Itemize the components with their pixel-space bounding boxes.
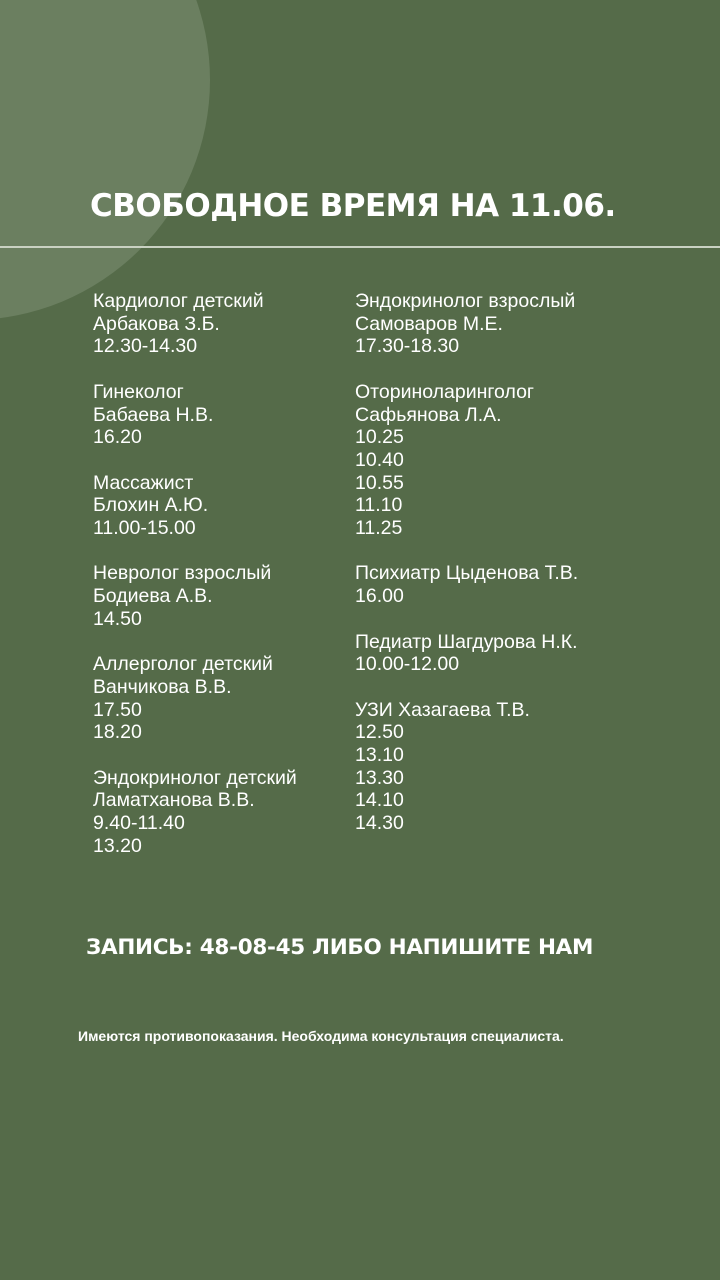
doctor-name: Бабаева Н.В. [93, 403, 214, 426]
time-slot: 9.40-11.40 [93, 812, 185, 835]
divider [0, 246, 720, 248]
specialty-label: Психиатр Цыденова Т.В. [355, 562, 579, 585]
schedule-entry [93, 562, 297, 630]
time-slot: 13.10 [355, 744, 404, 766]
schedule-entry [93, 767, 297, 858]
schedule-entry [355, 699, 578, 835]
time-slot: 13.30 [355, 766, 404, 789]
time-slot: 11.25 [355, 517, 403, 540]
schedule-right-column [355, 290, 578, 858]
time-slot: 14.50 [93, 607, 142, 630]
time-slot: 12.50 [355, 721, 404, 744]
time-slot: 17.50 [93, 698, 142, 721]
doctor-name: Бодиева А.В. [93, 585, 213, 608]
schedule-entry [93, 653, 297, 744]
specialty-label: Эндокринолог взрослый [355, 290, 576, 312]
specialty-label: Невролог взрослый [93, 562, 272, 585]
schedule-entry [93, 472, 297, 540]
schedule-entry [355, 631, 578, 676]
contact-line[interactable]: ЗАПИСЬ: 48-08-45 ЛИБО НАПИШИТЕ НАМ [86, 935, 594, 960]
specialty-label: Аллерголог детский [93, 653, 273, 676]
specialty-label: Массажист [93, 471, 194, 494]
specialty-label: Оториноларинголог [355, 380, 535, 403]
specialty-label: Кардиолог детский [93, 290, 264, 312]
time-slot: 10.25 [355, 426, 404, 449]
doctor-name: Сафьянова Л.А. [355, 403, 502, 426]
time-slot: 12.30-14.30 [93, 335, 198, 358]
background-circle [0, 0, 210, 320]
time-slot: 11.00-15.00 [93, 517, 196, 539]
doctor-name: Блохин А.Ю. [93, 494, 209, 517]
specialty-label: Гинеколог [93, 380, 184, 403]
doctor-name: Ванчикова В.В. [93, 675, 232, 698]
time-slot: 10.40 [355, 448, 404, 471]
time-slot: 14.10 [355, 789, 404, 812]
time-slot: 10.55 [355, 471, 404, 494]
disclaimer: Имеются противопоказания. Необходима консультация специалиста. [78, 1028, 564, 1044]
time-slot: 16.20 [93, 426, 142, 449]
schedule-left-column [93, 290, 297, 880]
time-slot: 18.20 [93, 721, 142, 744]
time-slot: 11.10 [355, 494, 403, 517]
schedule-entry [355, 562, 578, 607]
time-slot: 14.30 [355, 812, 404, 835]
schedule-entry [93, 290, 297, 358]
specialty-label: Педиатр Шагдурова Н.К. [355, 630, 578, 653]
time-slot: 16.00 [355, 585, 404, 608]
time-slot: 13.20 [93, 834, 142, 857]
schedule-entry [355, 381, 578, 540]
doctor-name: Ламатханова В.В. [93, 789, 255, 812]
page-title: СВОБОДНОЕ ВРЕМЯ НА 11.06. [90, 188, 616, 224]
doctor-name: Арбакова З.Б. [93, 312, 220, 335]
specialty-label: Эндокринолог детский [93, 766, 297, 789]
doctor-name: Самоваров М.Е. [355, 312, 503, 335]
schedule-entry [355, 290, 578, 358]
specialty-label: УЗИ Хазагаева Т.В. [355, 698, 530, 721]
time-slot: 17.30-18.30 [355, 335, 460, 358]
schedule-entry [93, 381, 297, 449]
time-slot: 10.00-12.00 [355, 653, 460, 676]
